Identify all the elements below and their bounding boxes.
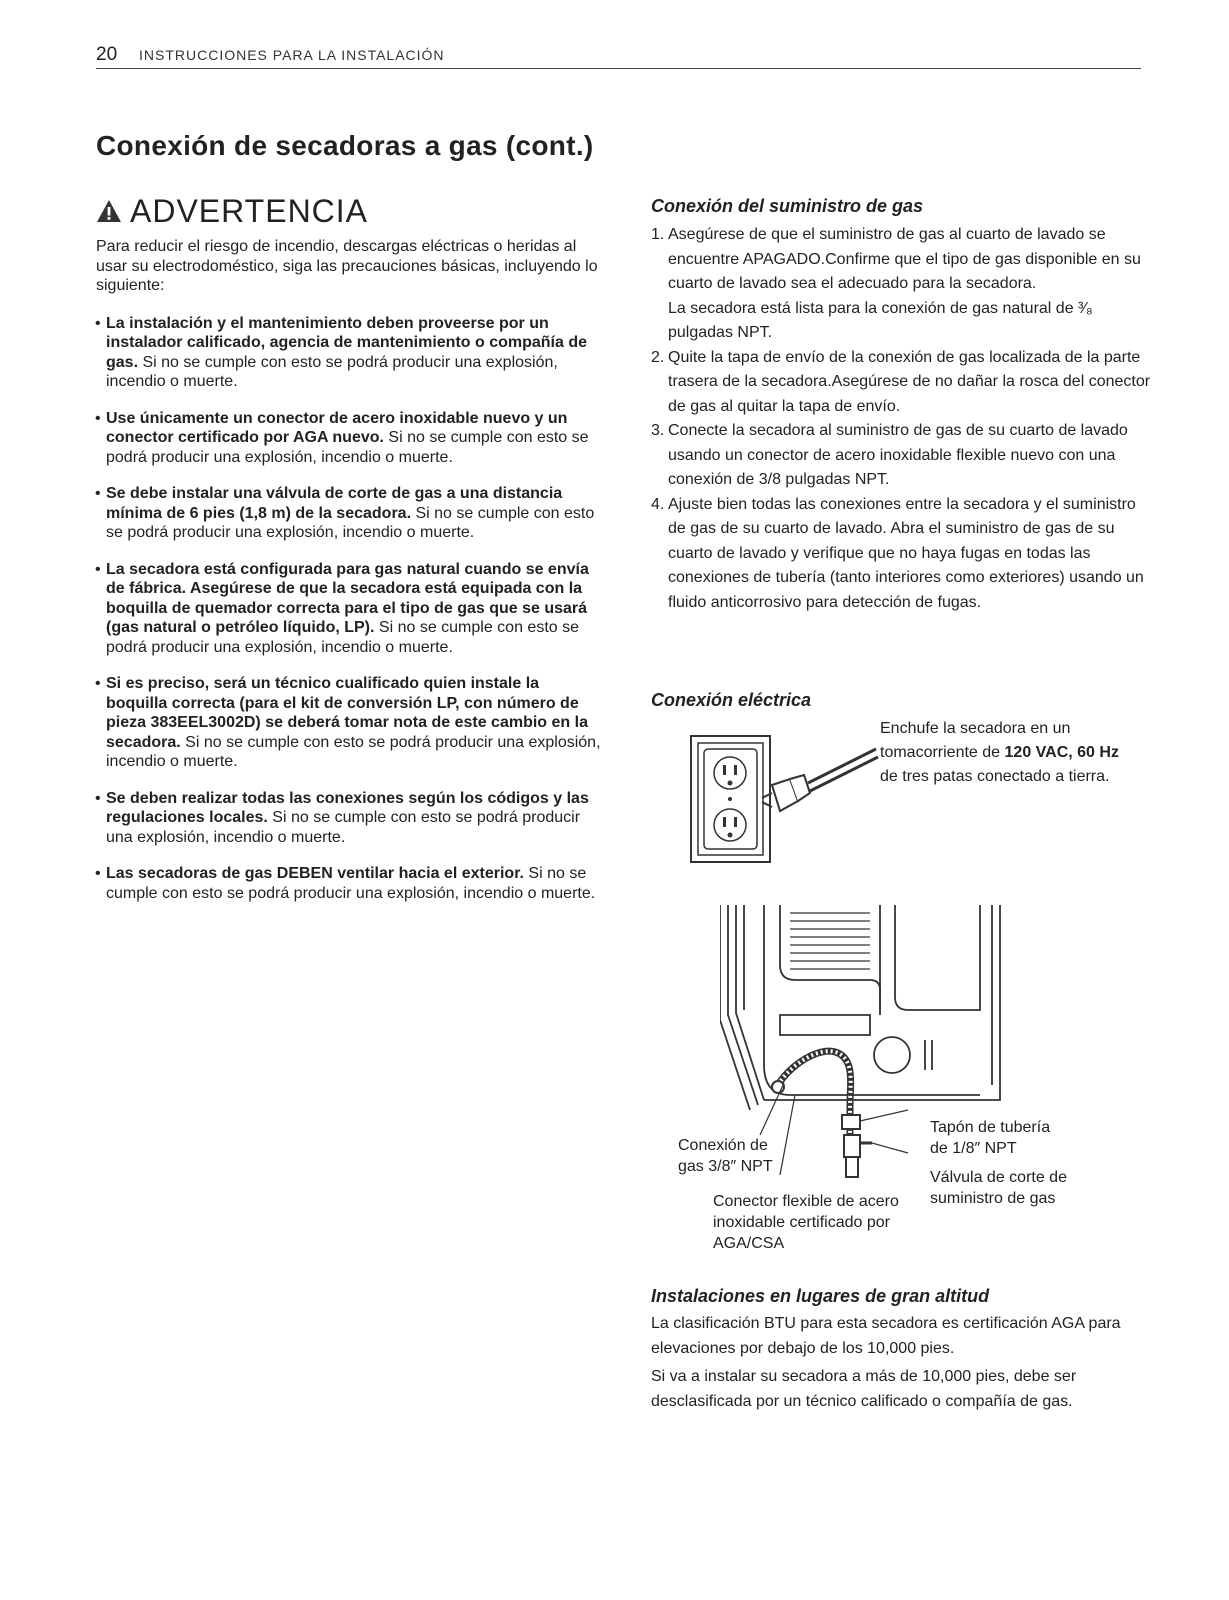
warning-item-bold: La instalación y el mantenimiento deben proveerse por un instalador calificado, agencia de mantenimiento o compañía de gas.: [106, 314, 588, 371]
warning-triangle-icon: [96, 199, 122, 223]
electrical-bold: 120 VAC, 60 Hz: [1004, 744, 1119, 761]
warning-list: [96, 314, 601, 904]
warning-block: [96, 190, 601, 920]
list-item: [96, 484, 601, 543]
warning-intro: Para reducir el riesgo de incendio, descargas eléctricas o heridas al usar su electrodoméstico, siga las precauciones básicas, incluyendo lo siguiente:: [96, 238, 598, 294]
warning-item-bold: Se deben realizar todas las conexiones según los códigos y las regulaciones locales.: [106, 789, 589, 826]
list-item: [651, 419, 1151, 493]
gas-supply-section: [651, 196, 1151, 615]
altitude-paragraph-1: La clasificación BTU para esta secadora es certificación AGA para elevaciones por debajo de los 10,000 pies.: [651, 1315, 1121, 1357]
altitude-section: [651, 1286, 1151, 1414]
altitude-title: Instalaciones en lugares de gran altitud: [651, 1286, 990, 1306]
warning-item-text: Si no se cumple con esto se podrá producir una explosión, incendio o muerte.: [106, 429, 589, 466]
electrical-text-a: Enchufe la secadora en un tomacorriente de: [880, 720, 1071, 761]
electrical-section: [651, 690, 1151, 711]
step-text: Ajuste bien todas las conexiones entre la secadora y el suministro de gas de su cuarto de lavado. Abra el suministro de gas de su cuarto de lavado y verifique que no haya fugas en todas las conexiones de tubería (tanto interiores como exteriores) usando un fluido anticorrosivo para detección de fugas.: [668, 495, 1144, 611]
electrical-text-b: de tres patas conectado a tierra.: [880, 768, 1110, 785]
step-number: 1.: [651, 226, 665, 243]
electrical-title: Conexión eléctrica: [651, 690, 812, 710]
warning-item-text: Si no se cumple con esto se podrá producir una explosión, incendio o muerte.: [106, 353, 558, 390]
warning-item-bold: Las secadoras de gas DEBEN ventilar hacia el exterior.: [106, 865, 524, 882]
label-pipe-plug: Tapón de tubería de 1/8″ NPT: [930, 1119, 1051, 1157]
warning-item-bold: La secadora está configurada para gas natural cuando se envía de fábrica. Asegúrese de que la secadora está equipada con la boquilla de quemador correcta para el tipo de gas que se usará (gas natural o petróleo líquido, LP).: [106, 560, 589, 636]
step-text: Asegúrese de que el suministro de gas al cuarto de lavado se encuentre APAGADO.Confirme que el tipo de gas disponible en su cuarto de lavado sea el adecuado para la secadora.: [668, 226, 1141, 292]
step-number: 3.: [651, 422, 665, 439]
step-number: 4.: [651, 495, 665, 513]
section-title: Conexión de secadoras a gas (cont.): [96, 130, 594, 161]
step-text-2: La secadora está lista para la conexión de gas natural de ³⁄₈ pulgadas NPT.: [668, 299, 1093, 341]
warning-item-text: Si no se cumple con esto se podrá producir una explosión, incendio o muerte.: [106, 733, 601, 770]
header-title: INSTRUCCIONES PARA LA INSTALACIÓN: [139, 47, 445, 63]
warning-item-bold: Se debe instalar una válvula de corte de gas a una distancia mínima de 6 pies (1,8 m) de la secadora.: [106, 485, 563, 522]
list-item: [96, 409, 601, 468]
warning-item-text: Si no se cumple con esto se podrá producir una explosión, incendio o muerte.: [106, 504, 595, 541]
gas-supply-steps: [651, 223, 1151, 615]
warning-item-bold: Si es preciso, será un técnico cualificado quien instale la boquilla correcta (para el kit de conversión LP, con número de pieza 383EEL3002D) se deberá tomar nota de este cambio en la secadora.: [106, 675, 588, 751]
label-flex-connector: Conector flexible de acero inoxidable certificado por AGA/CSA: [713, 1193, 899, 1252]
warning-item-text: Si no se cumple con esto se podrá producir una explosión, incendio o muerte.: [106, 619, 580, 656]
list-item: [651, 493, 1151, 616]
page-number: 20: [96, 44, 118, 65]
warning-item-text: Si no se cumple con esto se podrá producir una explosión, incendio o muerte.: [106, 865, 596, 902]
warning-item-bold: Use únicamente un conector de acero inoxidable nuevo y un conector certificado por AGA nuevo.: [106, 409, 568, 446]
altitude-paragraph-2: Si va a instalar su secadora a más de 10,000 pies, debe ser desclasificada por un técnico calificado o compañía de gas.: [651, 1368, 1077, 1410]
list-item: [96, 674, 601, 772]
page-header: [96, 44, 1141, 69]
list-item: [96, 864, 601, 903]
warning-item-text: Si no se cumple con esto se podrá producir una explosión, incendio o muerte.: [106, 809, 581, 846]
label-gas-connection: Conexión de gas 3/8″ NPT: [678, 1137, 773, 1175]
outlet-plug-illustration: [690, 735, 880, 865]
list-item: [96, 560, 601, 658]
warning-heading: [96, 190, 601, 232]
step-text: Conecte la secadora al suministro de gas de su cuarto de lavado usando un conector de acero inoxidable flexible nuevo con una conexión de 3/8 pulgadas NPT.: [668, 422, 1128, 488]
warning-title: ADVERTENCIA: [130, 192, 369, 229]
list-item: [96, 314, 601, 392]
list-item: [651, 346, 1151, 420]
gas-supply-title: Conexión del suministro de gas: [651, 196, 924, 216]
list-item: [651, 223, 1151, 346]
step-text: Quite la tapa de envío de la conexión de gas localizada de la parte trasera de la secadora.Asegúrese de no dañar la rosca del conector de gas al quitar la tapa de envío.: [668, 348, 1151, 415]
list-item: [96, 789, 601, 848]
electrical-text: [880, 717, 1140, 789]
step-number: 2.: [651, 348, 665, 366]
label-shutoff-valve: Válvula de corte de suministro de gas: [930, 1169, 1067, 1207]
